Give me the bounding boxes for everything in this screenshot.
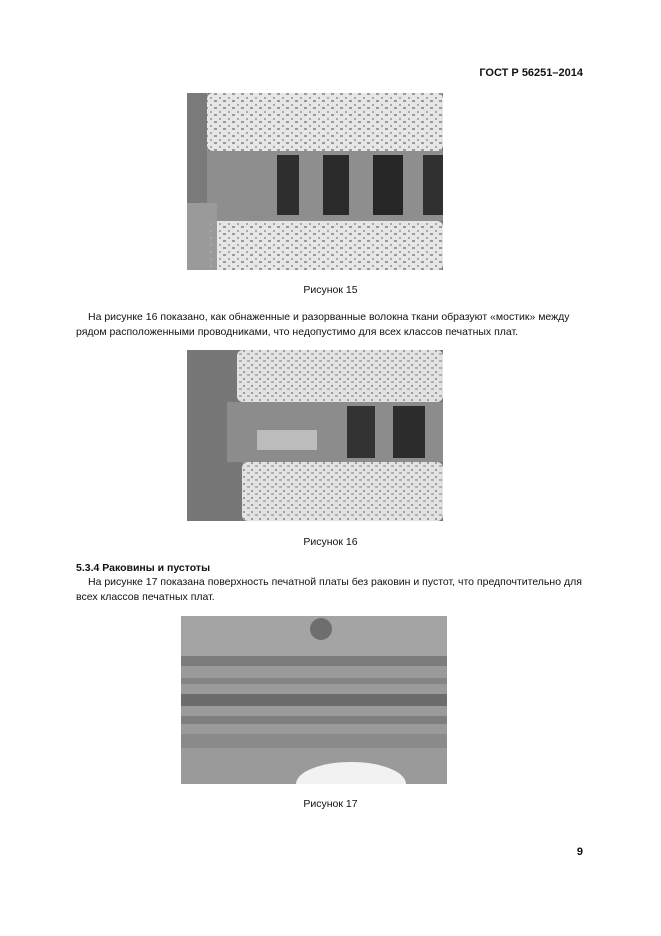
figure-17-caption: Рисунок 17	[303, 798, 358, 810]
figure-17-image	[181, 616, 447, 784]
paragraph-2-text: На рисунке 17 показана поверхность печатной платы без раковин и пустот, что предпочтительно для всех классов печатных плат.	[76, 576, 582, 603]
page-number: 9	[576, 846, 583, 858]
document-header: ГОСТ Р 56251–2014	[479, 67, 583, 79]
figure-17-svg	[181, 616, 447, 784]
paragraph-1-text: На рисунке 16 показано, как обнаженные и разорванные волокна ткани образуют «мостик» между рядом расположенными проводниками, что недопустимо для всех классов печатных плат.	[76, 311, 570, 338]
figure-15-svg	[187, 93, 443, 270]
figure-15-caption: Рисунок 15	[303, 284, 358, 296]
paragraph-1	[76, 310, 584, 340]
figure-16-image	[187, 350, 443, 521]
figure-15-image	[187, 93, 443, 270]
paragraph-2	[76, 575, 584, 605]
figure-16-caption: Рисунок 16	[303, 536, 358, 548]
figure-16-svg	[187, 350, 443, 521]
section-title: 5.3.4 Раковины и пустоты	[76, 562, 211, 574]
